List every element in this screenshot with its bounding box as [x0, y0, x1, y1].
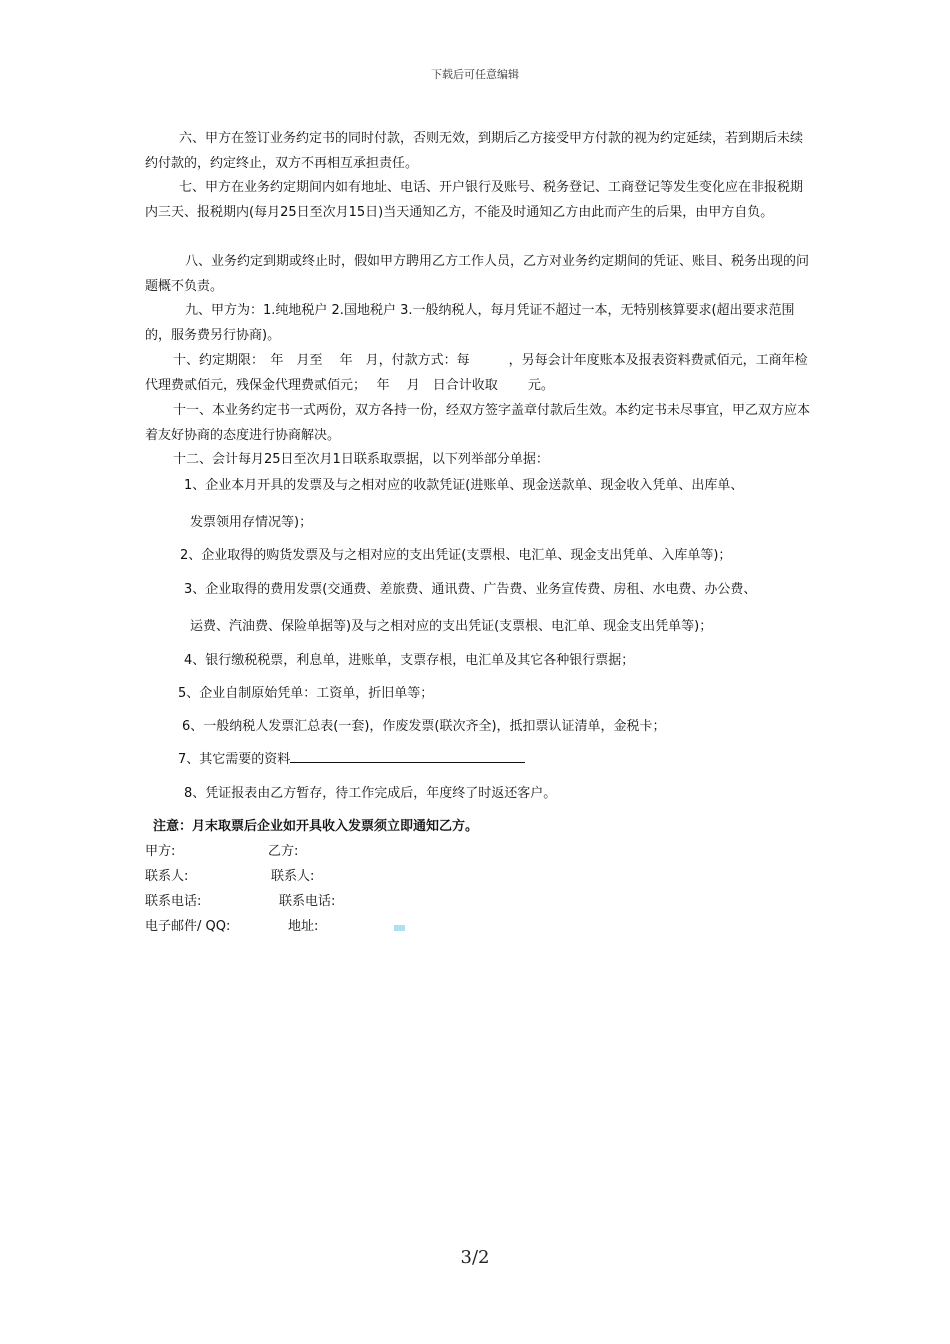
- highlight-mark: [394, 925, 405, 931]
- list-item-6: 6、一般纳税人发票汇总表(一套)，作废发票(联次齐全)，抵扣票认证清单，金税卡；: [182, 719, 666, 734]
- address-label: 地址:: [288, 919, 319, 934]
- party-a-label: 甲方:: [145, 844, 176, 859]
- page-header: 下载后可任意编辑: [431, 68, 519, 81]
- clause-10: 十、约定期限： 年 月至 年 月，付款方式：每 ，另每会计年度账本及报表资料费贰佰元，工商年检代理费贰佰元，残保金代理费贰佰元； 年 月 日合计收取 元。: [145, 353, 808, 393]
- notice: 注意：月末取票后企业如开具收入发票须立即通知乙方。: [153, 819, 479, 834]
- list-item-7: [178, 750, 525, 770]
- page-number: 3/2: [460, 1247, 490, 1268]
- list-item-3: 3、企业取得的费用发票(交通费、差旅费、通讯费、广告费、业务宣传费、房租、水电费、办公费、: [184, 582, 757, 597]
- clause-6: 六、甲方在签订业务约定书的同时付款，否则无效，到期后乙方接受甲方付款的视为约定延续，若到期后未续约付款的，约定终止，双方不再相互承担责任。: [145, 131, 804, 171]
- contact-a-label: 联系人:: [145, 869, 189, 884]
- phone-a-label: 联系电话:: [145, 894, 202, 909]
- clause-12: 十二、会计每月25日至次月1日联系取票据，以下列举部分单据：: [173, 452, 549, 467]
- list-item-1: 1、企业本月开具的发票及与之相对应的收款凭证(进账单、现金送款单、现金收入凭单、出库单、: [184, 478, 744, 493]
- list-item-5: 5、企业自制原始凭单：工资单，折旧单等；: [178, 686, 434, 701]
- list-item-2: 2、企业取得的购货发票及与之相对应的支出凭证(支票根、电汇单、现金支出凭单、入库单等)；: [180, 548, 732, 563]
- party-b-label: 乙方:: [268, 844, 299, 859]
- clause-9: 九、甲方为：1.纯地税户 2.国地税户 3.一般纳税人，每月凭证不超过一本，无特别核算要求(超出要求范围的，服务费另行协商)。: [145, 303, 795, 343]
- fill-in-blank[interactable]: [290, 750, 525, 763]
- clause-7: 七、甲方在业务约定期间内如有地址、电话、开户银行及账号、税务登记、工商登记等发生变化应在非报税期内三天、报税期内(每月25日至次月15日)当天通知乙方，不能及时通知乙方由此而产生的后果，由甲方自负。: [145, 180, 804, 220]
- clause-11: 十一、本业务约定书一式两份，双方各持一份，经双方签字盖章付款后生效。本约定书未尽事宜，甲乙双方应本着友好协商的态度进行协商解决。: [145, 403, 811, 443]
- list-item-4: 4、银行缴税税票，利息单，进账单，支票存根，电汇单及其它各种银行票据；: [184, 653, 635, 668]
- contact-b-label: 联系人:: [271, 869, 315, 884]
- list-item-3-continued: 运费、汽油费、保险单据等)及与之相对应的支出凭证(支票根、电汇单、现金支出凭单等)；: [190, 619, 713, 634]
- list-item-8: 8、凭证报表由乙方暂存，待工作完成后，年度终了时返还客户。: [184, 786, 557, 801]
- list-item-1-continued: 发票领用存情况等)；: [190, 515, 313, 530]
- email-qq-label: 电子邮件/ QQ:: [145, 919, 231, 934]
- clause-8: 八、业务约定到期或终止时，假如甲方聘用乙方工作人员，乙方对业务约定期间的凭证、账目、税务出现的问题概不负责。: [145, 254, 810, 294]
- phone-b-label: 联系电话:: [279, 894, 336, 909]
- list-item-7-label: 7、其它需要的资料: [178, 752, 291, 767]
